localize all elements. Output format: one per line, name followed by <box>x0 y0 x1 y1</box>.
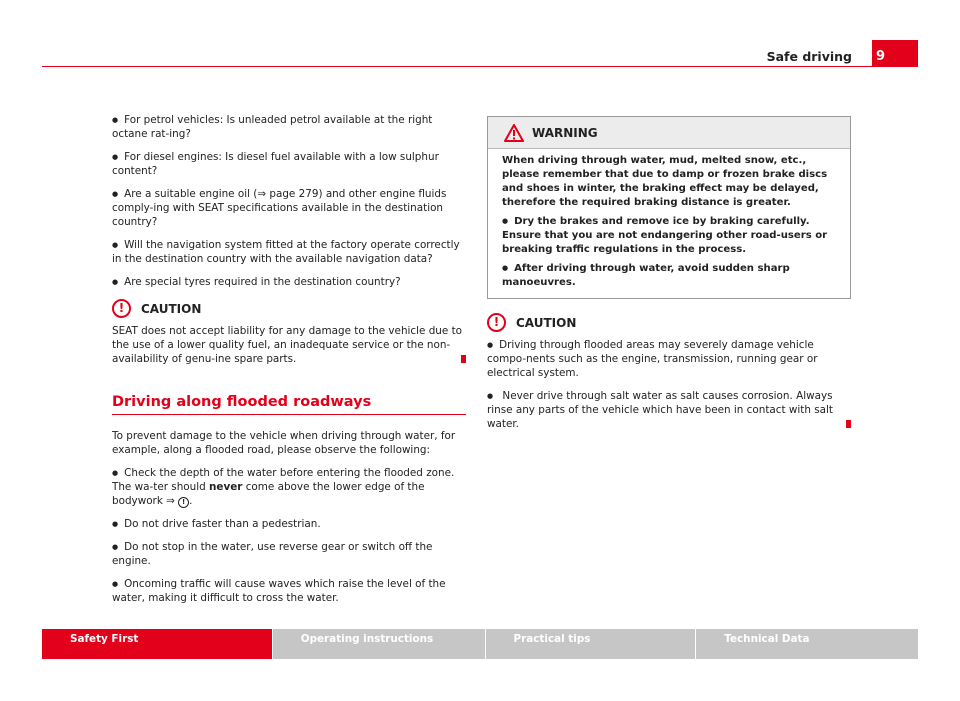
list-item: ● For petrol vehicles: Is unleaded petrol available at the right octane rat-ing? <box>112 113 466 141</box>
caution-heading <box>487 313 851 332</box>
tab-safety-first[interactable]: Safety First <box>42 629 272 659</box>
caution-reference-icon[interactable]: ! <box>178 497 189 508</box>
list-item: ● After driving through water, avoid sudden sharp manoeuvres. <box>502 261 844 290</box>
list-item <box>112 466 466 508</box>
footer-tabs <box>42 629 918 659</box>
left-column <box>112 113 466 614</box>
warning-text: When driving through water, mud, melted snow, etc., please remember that due to damp or frozen brake discs and shoes in winter, the braking effect may be delayed, therefore the required braking distance is greater. <box>502 155 828 208</box>
tab-operating-instructions[interactable]: Operating instructions <box>273 629 485 659</box>
warning-title: WARNING <box>532 125 598 140</box>
warning-triangle-icon <box>504 124 524 142</box>
list-item-text: . <box>189 495 193 507</box>
list-item-text: come above the lower edge of the bodywork ⇒ <box>112 481 425 507</box>
list-item: ● Are special tyres required in the destination country? <box>112 275 466 289</box>
warning-box <box>487 116 851 299</box>
caution-text <box>112 324 466 366</box>
list-item: ● Driving through flooded areas may severely damage vehicle compo-nents such as the engine, transmission, running gear or electrical system. <box>487 338 851 380</box>
section-title: Driving along flooded roadways <box>112 394 466 415</box>
list-item: ● Are a suitable engine oil (⇒ page 279) and other engine fluids comply-ing with SEAT specifications available in the destination country? <box>112 187 466 229</box>
header-rule <box>42 66 918 67</box>
caution-title: CAUTION <box>141 301 202 316</box>
end-mark-icon <box>846 420 851 428</box>
caution-body: SEAT does not accept liability for any damage to the vehicle due to the use of a lower quality fuel, an inadequate service or the non-availability of genu-ine spare parts. <box>112 325 463 365</box>
exclamation-circle-icon: ! <box>112 299 131 318</box>
warning-heading <box>488 117 850 149</box>
list-item-text: Check the depth of the water before entering the flooded zone. The wa-ter should <box>112 467 455 493</box>
caution-title: CAUTION <box>516 315 577 330</box>
list-item: ● Do not stop in the water, use reverse gear or switch off the engine. <box>112 540 466 568</box>
intro-paragraph: To prevent damage to the vehicle when driving through water, for example, along a flooded road, please observe the following: <box>112 430 456 456</box>
list-item-text: Never drive through salt water as salt causes corrosion. Always rinse any parts of the vehicle which have been in contact with salt water. <box>487 390 833 430</box>
warning-body <box>488 149 850 298</box>
tab-practical-tips[interactable]: Practical tips <box>486 629 696 659</box>
list-item <box>487 389 851 431</box>
caution-heading <box>112 299 466 318</box>
list-item: ● Oncoming traffic will cause waves which raise the level of the water, making it difficult to cross the water. <box>112 577 466 605</box>
list-item: ● Dry the brakes and remove ice by braking carefully. Ensure that you are not endangering other road-users or breaking traffic regulations in the process. <box>502 214 844 257</box>
list-item: ● Will the navigation system fitted at the factory operate correctly in the destination country with the available navigation data? <box>112 238 466 266</box>
page-title: Safe driving <box>766 49 852 64</box>
emphasis-text: never <box>209 481 243 493</box>
list-item: ● For diesel engines: Is diesel fuel available with a low sulphur content? <box>112 150 466 178</box>
list-item: ● Do not drive faster than a pedestrian. <box>112 517 466 531</box>
tab-technical-data[interactable]: Technical Data <box>696 629 918 659</box>
page-number: 9 <box>872 40 918 67</box>
right-column <box>487 116 851 431</box>
end-mark-icon <box>461 355 466 363</box>
exclamation-circle-icon: ! <box>487 313 506 332</box>
